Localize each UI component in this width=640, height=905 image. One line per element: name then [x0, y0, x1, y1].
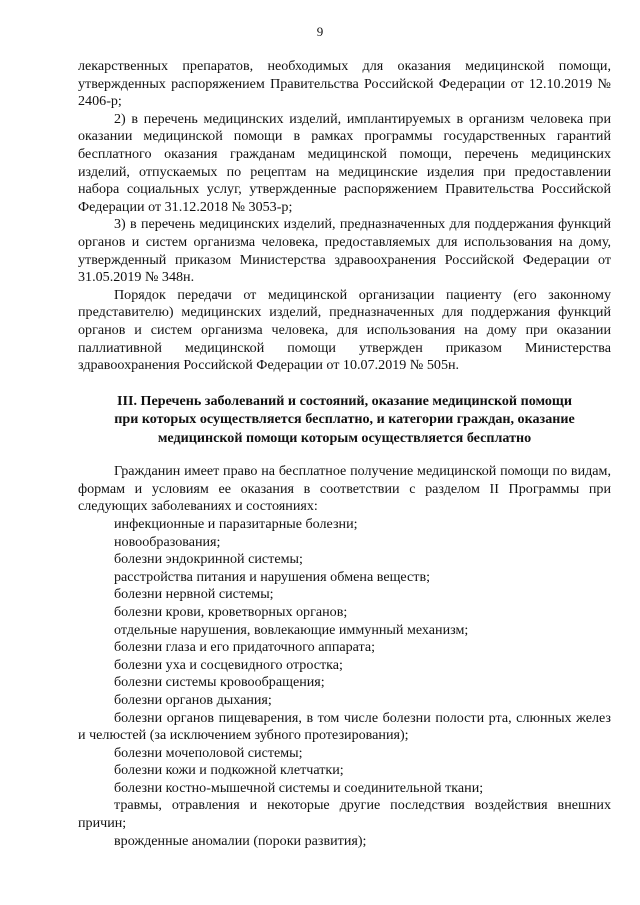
disease-item: отдельные нарушения, вовлекающие иммунный механизм; — [114, 621, 469, 638]
disease-item: врожденные аномалии (пороки развития); — [114, 832, 367, 849]
disease-item: болезни кожи и подкожной клетчатки; — [114, 762, 344, 779]
disease-item: болезни органов дыхания; — [114, 691, 272, 708]
transfer-order-paragraph: Порядок передачи от медицинской организации пациенту (его законному представителю) медицинских изделий, предназначенных для поддержания функций органов и систем организма человека, для использования на дому при оказании паллиативной медицинской помощи утвержден приказом Министерства здравоохранения Российской Федерации от 10.07.2019 № 505н. — [78, 286, 611, 374]
disease-item: болезни эндокринной системы; — [114, 551, 303, 568]
list-item-2: 2) в перечень медицинских изделий, имплантируемых в организм человека при оказании медицинской помощи в рамках программы государственных гарантий бесплатного оказания гражданам медицинской помощи, перечень медицинских изделий, отпускаемых по рецептам на медицинские изделия при предоставлении набора социальных услуг, утвержденные распоряжением Правительства Российской Федерации от 31.12.2018 № 3053-р; — [78, 110, 611, 215]
disease-item: расстройства питания и нарушения обмена веществ; — [114, 568, 431, 585]
section-heading-line: медицинской помощи которым осуществляется бесплатно — [157, 429, 532, 446]
disease-item: болезни мочеполовой системы; — [114, 744, 303, 761]
list-item-3: 3) в перечень медицинских изделий, предназначенных для поддержания функций органов и систем организма человека, предоставляемых для использования на дому, утвержденный приказом Министерства здравоохранения Российской Федерации от 31.05.2019 № 348н. — [78, 216, 611, 286]
disease-item: болезни крови, кроветворных органов; — [114, 603, 348, 620]
disease-item: новообразования; — [114, 533, 221, 550]
disease-item: болезни костно-мышечной системы и соединительной ткани; — [114, 779, 484, 796]
intro-paragraph: Гражданин имеет право на бесплатное получение медицинской помощи по видам, формам и условиям ее оказания в соответствии с разделом II Программы при следующих заболеваниях и состояниях: — [78, 463, 611, 515]
disease-item: болезни системы кровообращения; — [114, 674, 325, 691]
section-heading-line: III. Перечень заболеваний и состояний, оказание медицинской помощи — [117, 392, 572, 409]
continuation-paragraph: лекарственных препаратов, необходимых для оказания медицинской помощи, утвержденных распоряжением Правительства Российской Федерации от 12.10.2019 № 2406-р; — [78, 58, 611, 110]
disease-item: болезни нервной системы; — [114, 586, 274, 603]
section-heading — [78, 392, 611, 448]
disease-list — [78, 516, 611, 850]
disease-item: болезни уха и сосцевидного отростка; — [114, 656, 343, 673]
page-number: 9 — [316, 24, 324, 39]
section-heading-line: при которых осуществляется бесплатно, и категории граждан, оказание — [114, 411, 575, 428]
disease-item: травмы, отравления и некоторые другие последствия воздействия внешних причин; — [78, 797, 611, 832]
document-body — [78, 58, 611, 850]
disease-item: болезни органов пищеварения, в том числе болезни полости рта, слюнных желез и челюстей (за исключением зубного протезирования); — [78, 709, 611, 744]
disease-item: болезни глаза и его придаточного аппарата; — [114, 639, 376, 656]
disease-item: инфекционные и паразитарные болезни; — [114, 515, 358, 532]
